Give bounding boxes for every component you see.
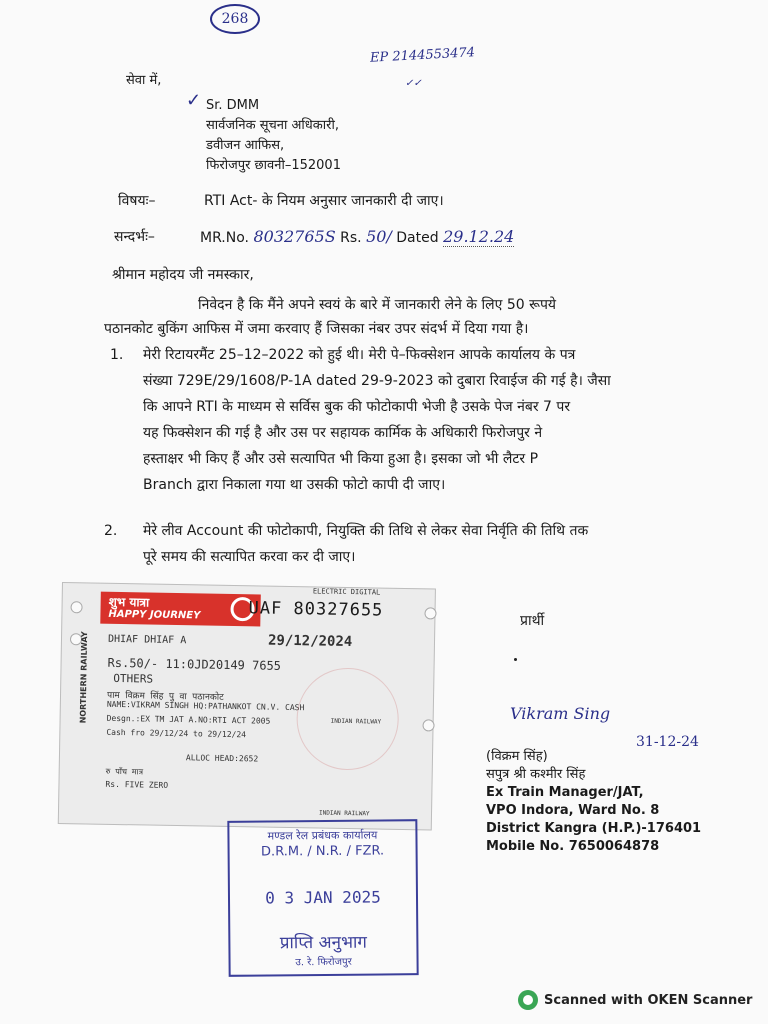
stamp-line-1: मण्डल रेल प्रबंधक कार्यालय [267,828,378,843]
logo-english: HAPPY JOURNEY [108,608,201,622]
point-2-line: मेरे लीव Account की फोटोकापी, नियुक्ति की तिथि से लेकर सेवा निर्वृति की तिथि तक [143,523,589,539]
signature: Vikram Sing [510,704,611,723]
office-received-stamp [227,819,418,977]
stamp-date: 0 3 JAN 2025 [265,887,381,908]
greeting: श्रीमान महोदय जी नमस्कार, [112,267,254,283]
to-label: सेवा में, [126,73,162,88]
sender-mobile: Mobile No. 7650064878 [486,839,660,854]
point-2-line: पूरे समय की सत्यापित करवा कर दी जाए। [143,549,356,565]
stamp-line-4: उ. रे. फिरोजपुर [295,956,352,969]
reference-prefix: MR.No. [200,230,249,246]
receipt-line: NAME:VIKRAM SINGH HQ:PATHANKOT CN.V. CASH [106,699,305,713]
reference-label: सन्दर्भः– [114,229,155,245]
dot-mark [514,658,517,661]
receipt-watermark-seal [296,667,400,771]
point-1-line: हस्ताक्षर भी किए हैं और उसे सत्यापित भी किया हुआ है। इसका जो भी लैटर P [143,451,539,467]
reference-date: 29.12.24 [443,227,515,246]
receipt-logo-banner [100,592,261,627]
recipient-line: Sr. DMM [206,98,260,113]
reference-amount: 50/ [366,227,392,246]
recipient-line: फिरोजपुर छावनी–152001 [206,158,341,173]
receipt-date: 29/12/2024 [267,632,353,651]
stamp-line-3: प्राप्ति अनुभाग [279,932,368,954]
punch-hole [422,719,434,731]
recipient-line: सार्वजनिक सूचना अधिकारी, [206,118,339,133]
scanner-watermark [518,990,752,1010]
reference-line [200,228,514,247]
sender-block [486,748,701,856]
reference-dated: Dated [396,230,439,246]
recipient-block [206,96,341,176]
receipt-side-text: NORTHERN RAILWAY [78,631,90,724]
point-1-number: 1. [110,347,124,363]
recipient-line: डवीजन आफिस, [206,138,285,153]
punch-hole [70,601,82,613]
payment-receipt [58,582,436,830]
receipt-line: INDIAN RAILWAY [330,717,382,726]
oken-scanner-logo-icon [518,990,538,1010]
page-number-circle [210,4,260,34]
subject-label: विषयः– [118,193,156,209]
sender-father: सपुत्र श्री कश्मीर सिंह [486,767,586,782]
receipt-line: DHIAF DHIAF A [107,633,187,647]
stamp-line-2: D.R.M. / N.R. / FZR. [260,843,385,860]
reference-handwritten: EP 2144553474 [369,45,476,66]
receipt-line: Cash fro 29/12/24 to 29/12/24 [106,727,247,740]
check-mark-icon: ✓ [186,90,202,111]
intro-line-1: निवेदन है कि मैंने अपने स्वयं के बारे में जानकारी लेने के लिए 50 रूपये [198,297,557,313]
receipt-line: OTHERS [113,671,154,686]
receipt-top-small: ELECTRIC DIGITAL [312,587,381,597]
receipt-line: Desgn.:EX TM JAT A.NO:RTI ACT 2005 [106,713,271,726]
receipt-line: Rs. FIVE ZERO [105,779,169,790]
receipt-line: पाम विक्रम सिंह पु वा पठानकोट [106,690,224,703]
point-2-number: 2. [104,523,118,539]
reference-mr-number: 8032765S [253,227,336,246]
point-2-text [143,518,693,570]
point-1-text [143,342,693,498]
point-1-line: Branch द्वारा निकाला गया था उसकी फोटो कापी दी जाए। [143,477,446,493]
receipt-code: UAF 80327655 [248,598,384,621]
signature-date: 31-12-24 [636,734,699,750]
sender-address-1: VPO Indora, Ward No. 8 [486,803,660,818]
subject-text: RTI Act- के नियम अनुसार जानकारी दी जाए। [204,193,444,209]
logo-hindi: शुभ यात्रा [108,594,150,610]
closing: प्रार्थी [520,613,545,629]
punch-hole [424,607,436,619]
receipt-line: INDIAN RAILWAY [318,809,370,818]
point-1-line: मेरी रिटायरमैंट 25–12–2022 को हुई थी। मेरी पे–फिक्सेशन आपके कार्यालय के पत्र [143,347,576,363]
reference-rs: Rs. [340,230,362,246]
sender-designation: Ex Train Manager/JAT, [486,785,644,800]
point-1-line: संख्या 729E/29/1608/P-1A dated 29-9-2023 को दुबारा रिवाईज की गई है। जैसा [143,373,611,389]
receipt-line: रु पाँच मात्र [105,766,144,777]
reference-mark: ✓✓ [405,78,422,89]
page-number: 268 [221,11,249,27]
receipt-line: ALLOC HEAD:2652 [185,753,259,764]
receipt-line: Rs.50/- 11:0JD20149 7655 [107,655,282,673]
point-1-line: यह फिक्सेशन की गई है और उस पर सहायक कार्मिक के अधिकारी फिरोजपुर ने [143,425,543,441]
point-1-line: कि आपने RTI के माध्यम से सर्विस बुक की फोटोकापी भेजी है उसके पेज नंबर 7 पर [143,399,571,415]
sender-name: (विक्रम सिंह) [486,749,548,764]
intro-line-2: पठानकोट बुकिंग आफिस में जमा करवाए हैं जिसका नंबर उपर संदर्भ में दिया गया है। [104,321,529,337]
scanner-text: Scanned with OKEN Scanner [544,992,753,1008]
sender-address-2: District Kangra (H.P.)-176401 [486,821,702,836]
